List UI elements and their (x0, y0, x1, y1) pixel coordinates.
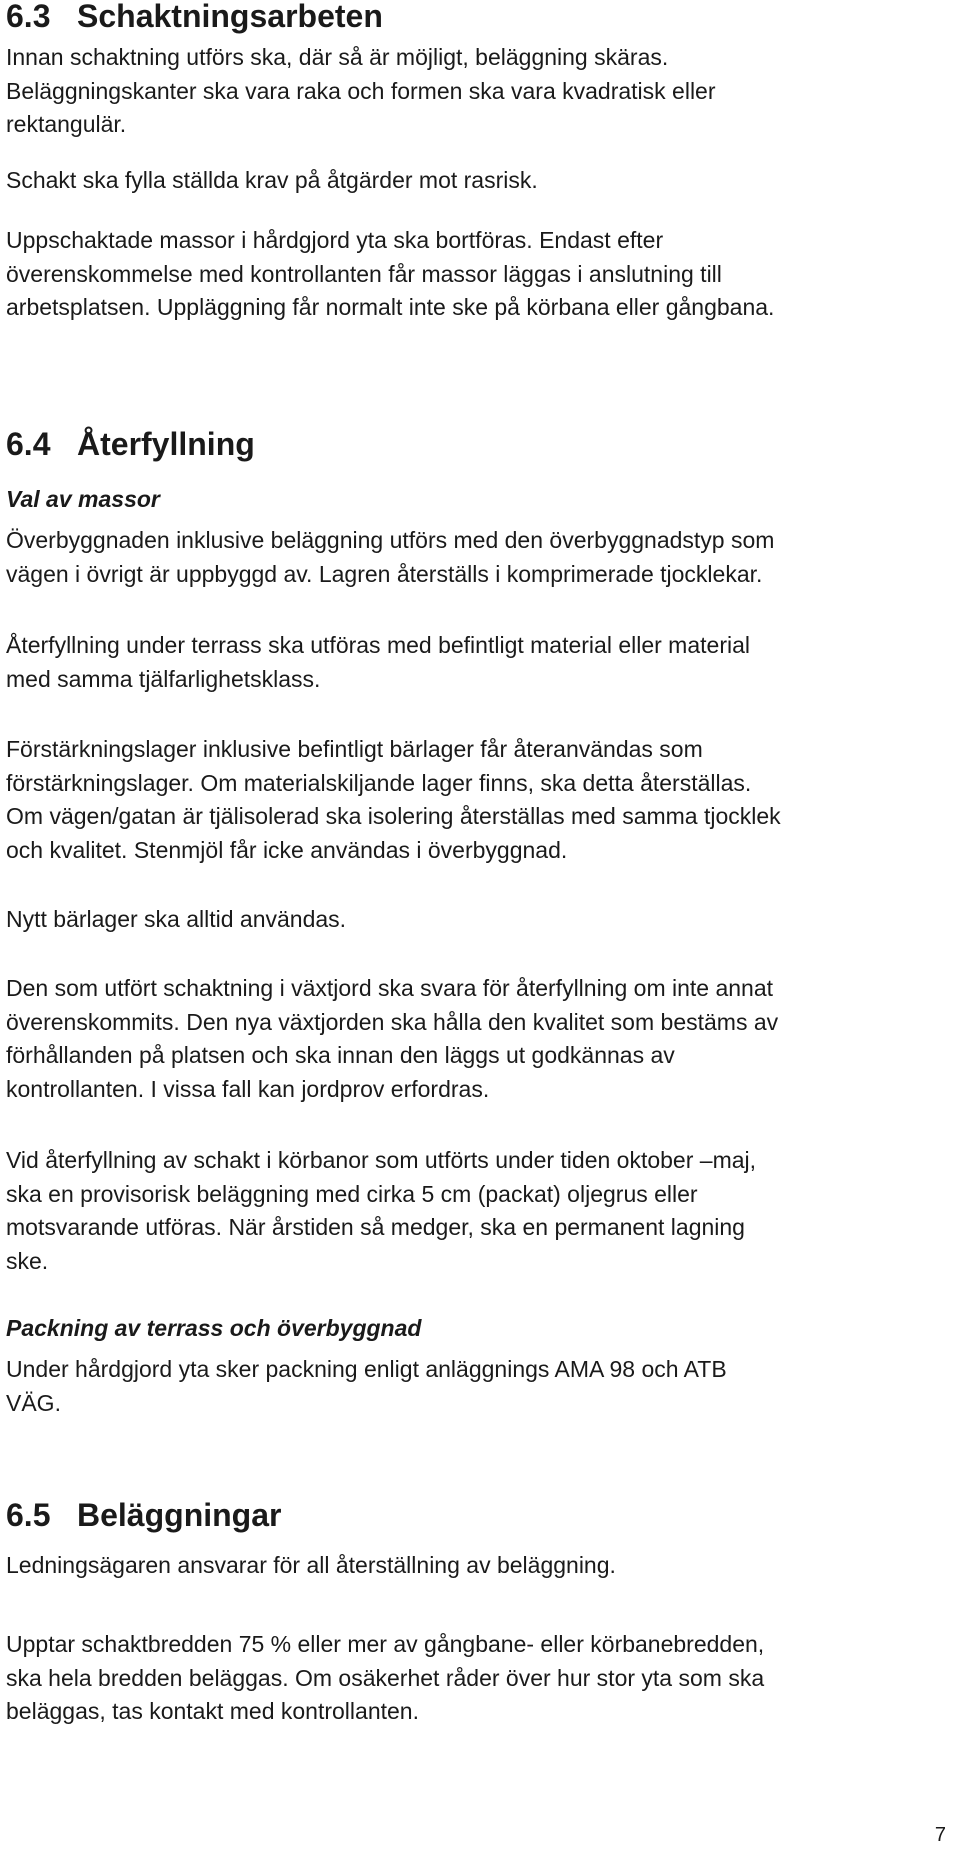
paragraph (6, 41, 716, 142)
text-line: Vid återfyllning av schakt i körbanor som utförts under tiden oktober –maj, (6, 1147, 757, 1173)
text-line: och kvalitet. Stenmjöl får icke användas i överbyggnad. (6, 836, 568, 863)
text-line: ske. (6, 1247, 49, 1274)
text-line: Om vägen/gatan är tjälisolerad ska isolering återställas med samma tjocklek (6, 803, 781, 829)
text-line: Uppschaktade massor i hårdgjord yta ska bortföras. Endast efter (6, 227, 664, 253)
text-line: Innan schaktning utförs ska, där så är möjligt, beläggning skäras. (6, 44, 669, 70)
subheading-packning: Packning av terrass och överbyggnad (6, 1315, 422, 1341)
section-title: Beläggningar (77, 1497, 282, 1533)
text-line: Schakt ska fylla ställda krav på åtgärder mot rasrisk. (6, 167, 538, 193)
text-line: överenskommelse med kontrollanten får massor läggas i anslutning till (6, 260, 722, 287)
text-line: ska en provisorisk beläggning med cirka 5 cm (packat) oljegrus eller (6, 1180, 698, 1207)
paragraph (6, 972, 778, 1106)
text-line: Under hårdgjord yta sker packning enligt anläggnings AMA 98 och ATB (6, 1356, 727, 1382)
paragraph (6, 1144, 756, 1278)
text-line: Upptar schaktbredden 75 % eller mer av gångbane- eller körbanebredden, (6, 1631, 765, 1657)
paragraph (6, 1353, 727, 1420)
text-line: förstärkningslager. Om materialskiljande lager finns, ska detta återställas. (6, 769, 752, 796)
paragraph (6, 1549, 616, 1583)
paragraph (6, 524, 774, 591)
text-line: motsvarande utföras. När årstiden så medger, ska en permanent lagning (6, 1214, 745, 1240)
text-line: Återfyllning under terrass ska utföras med befintligt material eller material (6, 632, 750, 658)
paragraph (6, 1628, 764, 1729)
section-heading-6-4 (6, 428, 255, 460)
text-line: vägen i övrigt är uppbyggd av. Lagren återställs i komprimerade tjocklekar. (6, 560, 763, 587)
paragraph (6, 903, 346, 937)
section-title: Schaktningsarbeten (77, 0, 383, 34)
page-number: 7 (934, 1824, 946, 1846)
text-line: beläggas, tas kontakt med kontrollanten. (6, 1698, 419, 1724)
text-line: ska hela bredden beläggas. Om osäkerhet råder över hur stor yta som ska (6, 1664, 765, 1691)
text-line: förhållanden på platsen och ska innan den läggs ut godkännas av (6, 1042, 675, 1068)
text-line: Ledningsägaren ansvarar för all återställning av beläggning. (6, 1552, 616, 1578)
text-line: arbetsplatsen. Uppläggning får normalt inte ske på körbana eller gångbana. (6, 294, 775, 320)
text-line: rektangulär. (6, 111, 127, 137)
text-line: Beläggningskanter ska vara raka och formen ska vara kvadratisk eller (6, 77, 716, 104)
section-heading-6-3 (6, 0, 383, 32)
section-number: 6.4 (6, 426, 51, 462)
text-line: överenskommits. Den nya växtjorden ska hålla den kvalitet som bestäms av (6, 1008, 779, 1035)
section-title: Återfyllning (77, 426, 255, 462)
subheading-val-av-massor: Val av massor (6, 486, 160, 512)
section-number: 6.5 (6, 1497, 51, 1533)
text-line: med samma tjälfarlighetsklass. (6, 665, 321, 692)
paragraph (6, 629, 750, 696)
paragraph (6, 164, 538, 198)
text-line: kontrollanten. I vissa fall kan jordprov erfordras. (6, 1075, 490, 1102)
text-line: Överbyggnaden inklusive beläggning utförs med den överbyggnadstyp som (6, 527, 775, 553)
text-line: Nytt bärlager ska alltid användas. (6, 906, 347, 932)
paragraph (6, 733, 781, 867)
section-heading-6-5 (6, 1499, 281, 1531)
text-line: VÄG. (6, 1389, 61, 1416)
paragraph (6, 224, 774, 325)
text-line: Förstärkningslager inklusive befintligt bärlager får återanvändas som (6, 736, 703, 762)
section-number: 6.3 (6, 0, 51, 34)
text-line: Den som utfört schaktning i växtjord ska svara för återfyllning om inte annat (6, 975, 774, 1001)
